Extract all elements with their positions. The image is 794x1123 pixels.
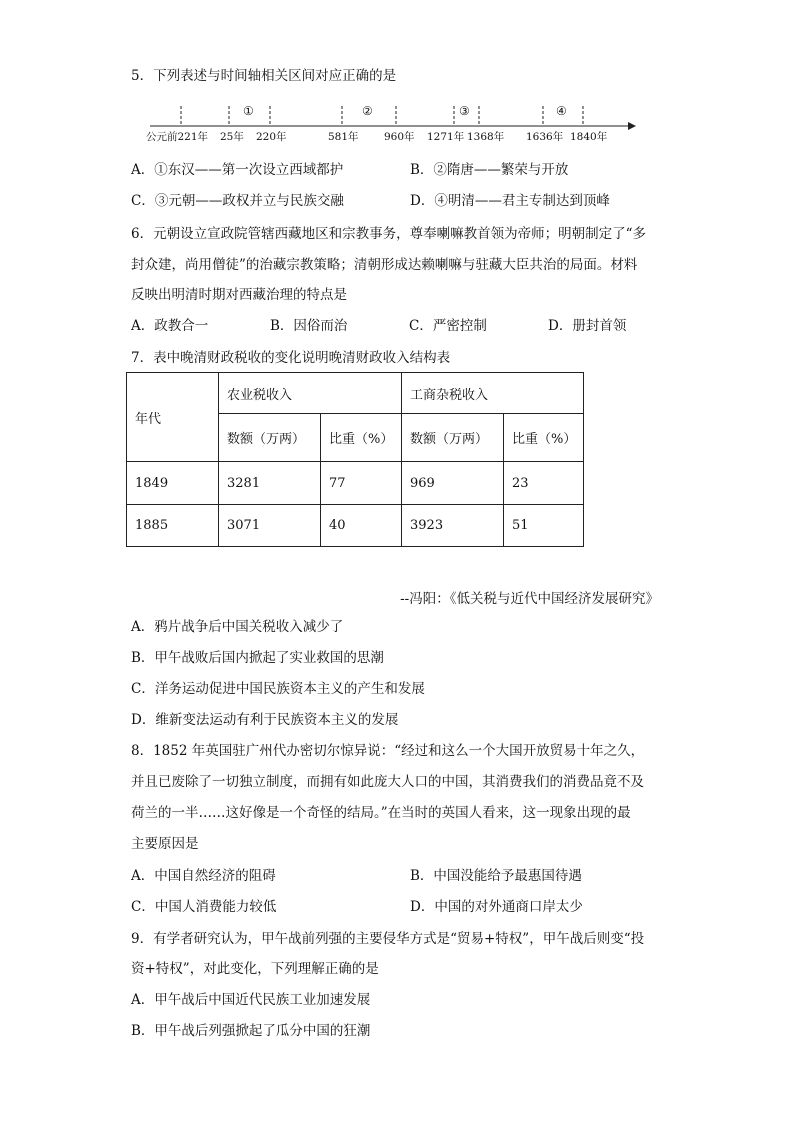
- q8-stem-line-2: 并且已废除了一切独立制度，而拥有如此庞大人口的中国，其消费我们的消费品竟不及: [131, 774, 644, 790]
- timeline-segment-2: ②: [362, 104, 373, 118]
- table-subheader-ratio: 比重（%）: [321, 414, 402, 462]
- q7-option-d[interactable]: D．维新变法运动有利于民族资本主义的发展: [131, 712, 399, 728]
- q6-option-b[interactable]: B．因俗而治: [270, 318, 348, 334]
- q7-option-a[interactable]: A．鸦片战争后中国关税收入减少了: [131, 619, 344, 635]
- q6-option-c[interactable]: C．严密控制: [409, 318, 487, 334]
- q6-stem-line-2: 封众建，尚用僧徒”的治藏宗教策略；清朝形成达赖喇嘛与驻藏大臣共治的局面。材料: [131, 257, 638, 273]
- table-subheader-ratio: 比重（%）: [504, 414, 584, 462]
- q8-stem-line-3: 荷兰的一半……这好像是一个奇怪的结局。”在当时的英国人看来，这一现象出现的最: [131, 805, 631, 821]
- q9-stem-line-2: 资+特权”，对此变化，下列理解正确的是: [131, 961, 379, 977]
- q6-option-a[interactable]: A．政教合一: [131, 318, 209, 334]
- q7-stem: 7．表中晚清财政税收的变化说明晚清财政收入结构表: [131, 350, 451, 366]
- q8-option-b[interactable]: B．中国没能给予最惠国待遇: [410, 868, 582, 884]
- timeline-tick-label: 1368年: [467, 131, 505, 143]
- timeline-tick-label: 1271年: [427, 131, 465, 143]
- q5-option-b[interactable]: B．②隋唐——繁荣与开放: [410, 162, 569, 178]
- q9-option-a[interactable]: A．甲午战后中国近代民族工业加速发展: [131, 992, 371, 1008]
- q8-option-d[interactable]: D．中国的对外通商口岸太少: [410, 899, 583, 915]
- table-cell-year: 1885: [127, 505, 219, 547]
- q5-option-d[interactable]: D．④明清——君主专制达到顶峰: [410, 193, 610, 209]
- q8-stem-line-1: 8．1852 年英国驻广州代办密切尔惊异说：“经过和这么一个大国开放贸易十年之久，: [131, 743, 645, 759]
- table-row: [127, 462, 584, 505]
- table-header-year: 年代: [127, 373, 219, 462]
- table-cell-commerce-ratio: 23: [504, 462, 584, 505]
- timeline-axis: [0, 90, 794, 240]
- timeline-tick-label: 960年: [384, 131, 415, 143]
- table-subheader-amount: 数额（万两）: [402, 414, 504, 462]
- table-cell-commerce-ratio: 51: [504, 505, 584, 547]
- timeline-segment-4: ④: [556, 104, 567, 118]
- timeline-segment-3: ③: [459, 104, 470, 118]
- q8-option-c[interactable]: C．中国人消费能力较低: [131, 899, 277, 915]
- q6-stem-line-3: 反映出明清时期对西藏治理的特点是: [131, 287, 347, 303]
- q6-stem-line-1: 6．元朝设立宣政院管辖西藏地区和宗教事务，尊奉喇嘛教首领为帝师；明朝制定了“多: [131, 226, 646, 242]
- finance-table: [126, 372, 584, 547]
- timeline-tick-label: 1636年: [526, 131, 564, 143]
- table-subheader-amount: 数额（万两）: [219, 414, 321, 462]
- timeline-tick-label: 公元前221年: [146, 131, 209, 143]
- q6-option-d[interactable]: D．册封首领: [548, 318, 627, 334]
- table-source: --冯阳：《低关税与近代中国经济发展研究》: [400, 591, 659, 607]
- table-row: [127, 505, 584, 547]
- q5-option-c[interactable]: C．③元朝——政权并立与民族交融: [131, 193, 344, 209]
- q8-option-a[interactable]: A．中国自然经济的阻碍: [131, 868, 276, 884]
- q5-option-a[interactable]: A．①东汉——第一次设立西域都护: [131, 162, 344, 178]
- q9-stem-line-1: 9．有学者研究认为，甲午战前列强的主要侵华方式是“贸易+特权”，甲午战后则变“投: [131, 931, 645, 947]
- table-cell-agri-amount: 3071: [219, 505, 321, 547]
- table-cell-year: 1849: [127, 462, 219, 505]
- timeline-tick-label: 581年: [328, 131, 359, 143]
- table-header-commerce: 工商杂税收入: [402, 373, 584, 414]
- timeline-tick-label: 220年: [256, 131, 287, 143]
- q8-stem-line-4: 主要原因是: [131, 836, 199, 852]
- timeline-tick-label: 25年: [220, 131, 244, 143]
- q9-option-b[interactable]: B．甲午战后列强掀起了瓜分中国的狂潮: [131, 1023, 371, 1039]
- timeline-segment-1: ①: [243, 104, 254, 118]
- table-cell-commerce-amount: 969: [402, 462, 504, 505]
- table-cell-agri-ratio: 77: [321, 462, 402, 505]
- table-cell-agri-amount: 3281: [219, 462, 321, 505]
- q5-stem: 5．下列表述与时间轴相关区间对应正确的是: [131, 68, 397, 84]
- table-cell-commerce-amount: 3923: [402, 505, 504, 547]
- q7-option-b[interactable]: B．甲午战败后国内掀起了实业救国的思潮: [131, 650, 384, 666]
- table-cell-agri-ratio: 40: [321, 505, 402, 547]
- table-header-agri: 农业税收入: [219, 373, 402, 414]
- q7-option-c[interactable]: C．洋务运动促进中国民族资本主义的产生和发展: [131, 681, 425, 697]
- timeline-tick-label: 1840年: [570, 131, 608, 143]
